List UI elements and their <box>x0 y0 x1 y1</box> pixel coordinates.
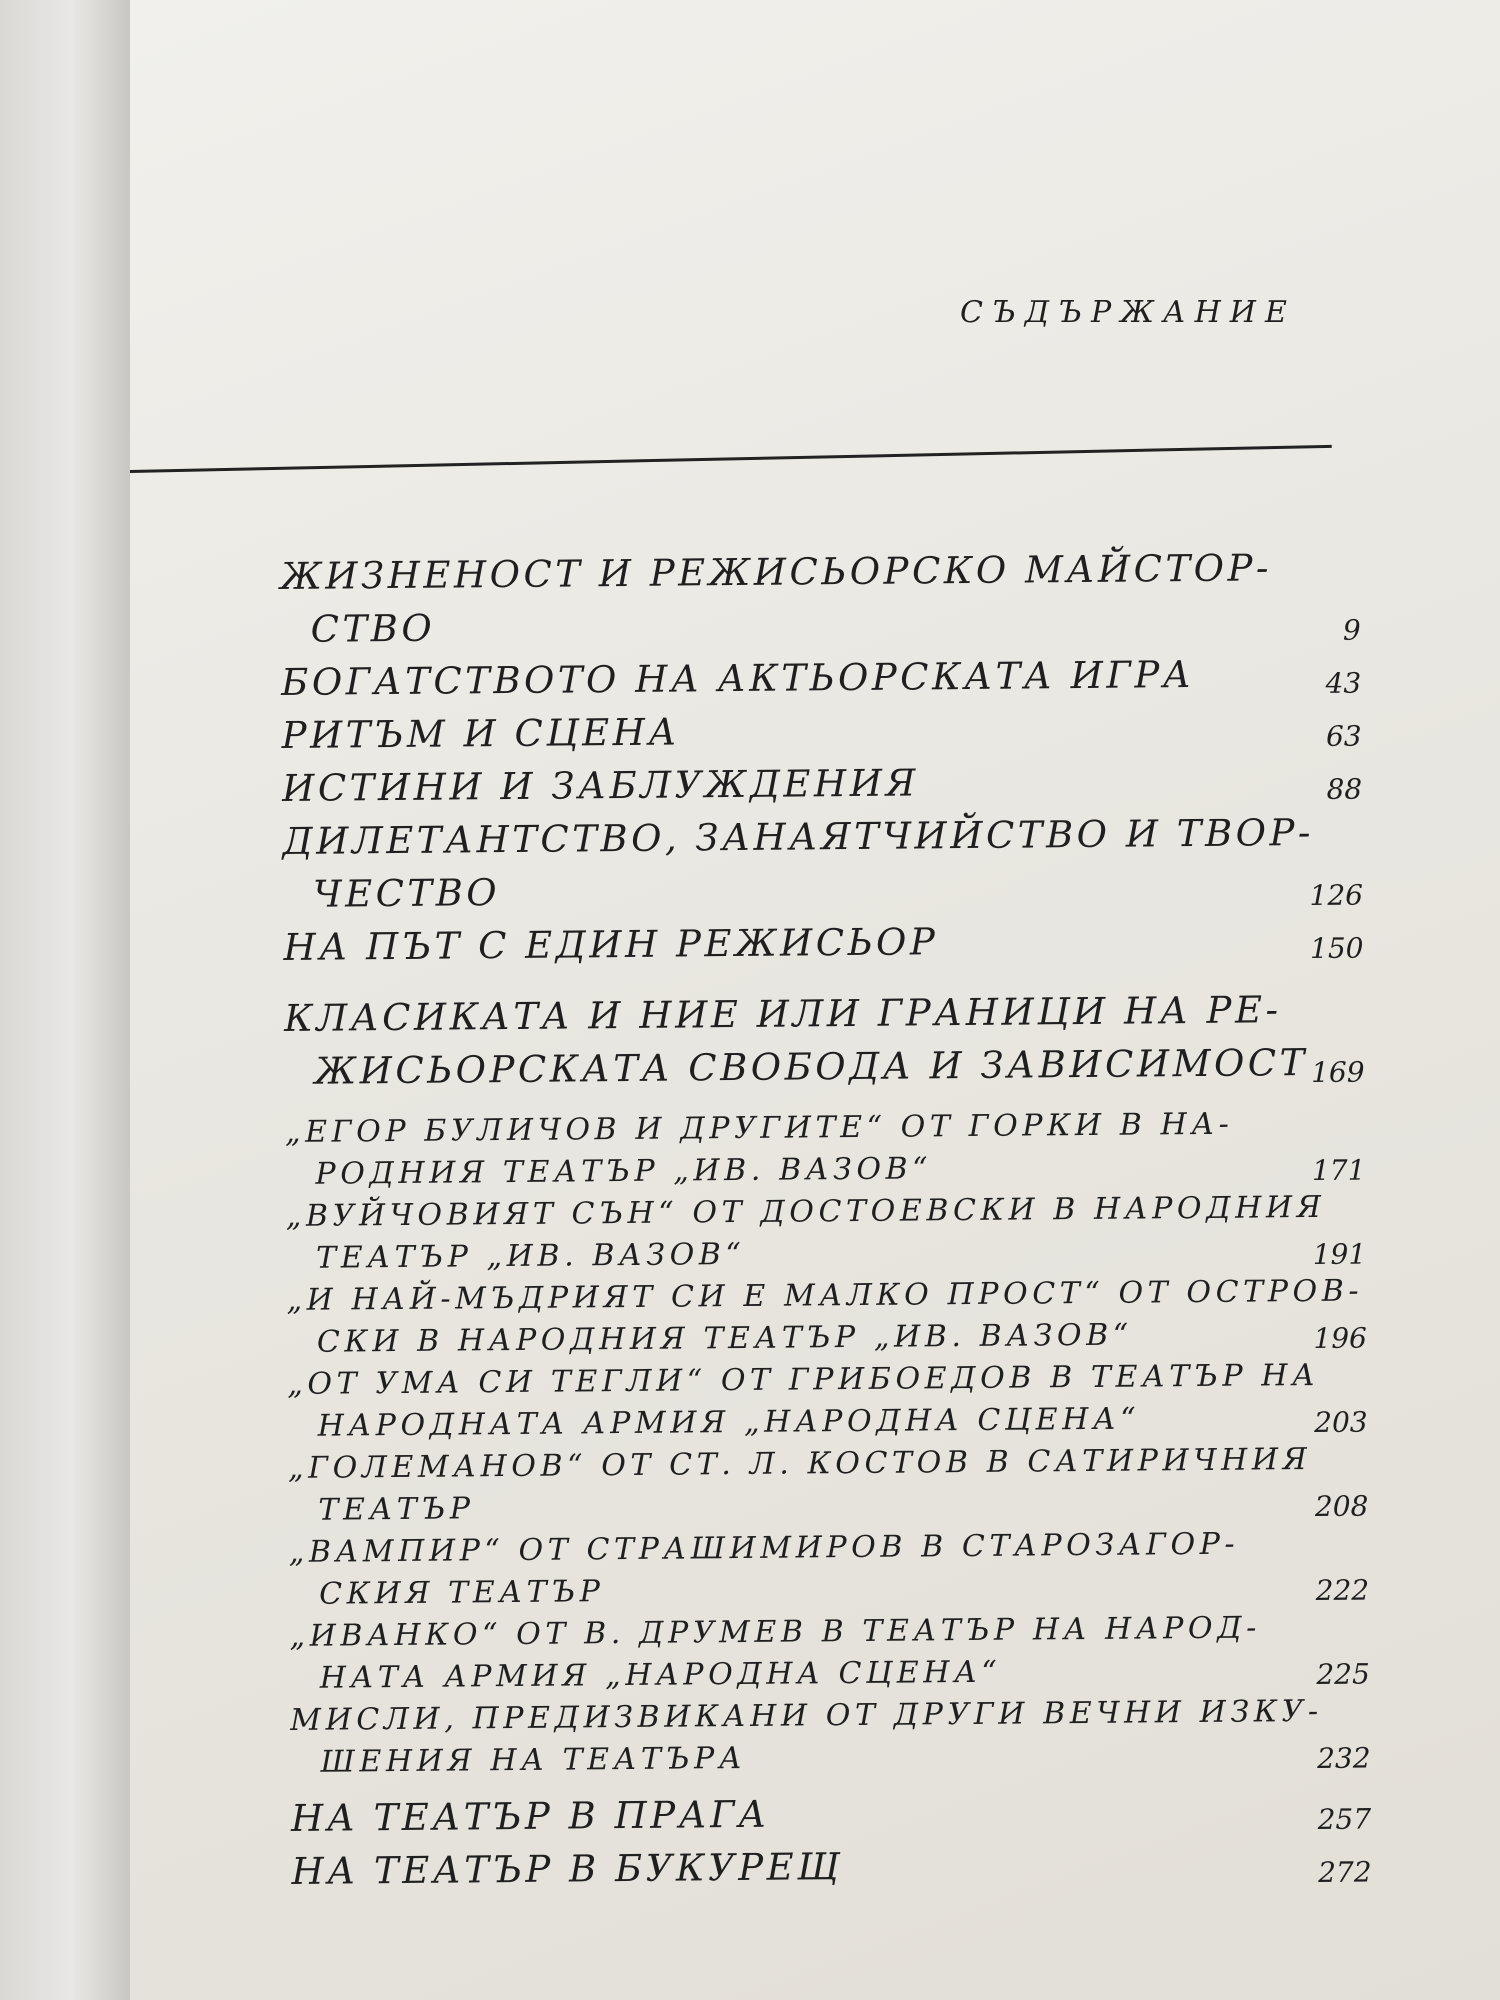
toc-entry <box>291 1783 1371 1845</box>
toc-entry-title: НА ТЕАТЪР В БУКУРЕЩ <box>291 1845 844 1893</box>
toc-subentry <box>290 1691 1371 1784</box>
toc-page-number: 203 <box>1314 1405 1368 1440</box>
toc-page-number: 257 <box>1317 1802 1372 1836</box>
toc-subentry-title: „ВАМПИР“ ОТ СТРАШИМИРОВ В СТАРОЗАГОР- <box>288 1526 1240 1570</box>
toc-subentry <box>289 1607 1370 1700</box>
toc-subentry-title: „ВУЙЧОВИЯТ СЪН“ ОТ ДОСТОЕВСКИ В НАРОДНИЯ <box>285 1189 1326 1234</box>
toc-entry-title-cont: ЖИСЬОРСКАТА СВОБОДА И ЗАВИСИМОСТ <box>314 1041 1309 1093</box>
toc-subentry-title: „ГОЛЕМАНОВ“ ОТ СТ. Л. КОСТОВ В САТИРИЧНИЯ <box>287 1442 1312 1486</box>
toc-entry <box>282 806 1363 921</box>
toc-page-number: 222 <box>1315 1573 1370 1608</box>
toc-page-number: 63 <box>1325 719 1362 753</box>
toc-subentry-title-cont: ШЕНИЯ НА ТЕАТЪРА <box>320 1740 747 1780</box>
toc-page-number: 232 <box>1316 1741 1371 1775</box>
table-of-contents <box>280 541 1372 1898</box>
adjacent-page-edge <box>0 0 130 2000</box>
toc-subentry-title-cont: НАТА АРМИЯ „НАРОДНА СЦЕНА“ <box>319 1654 1002 1696</box>
toc-page-number: 126 <box>1309 878 1364 913</box>
toc-entry-title-cont: СТВО <box>310 606 436 651</box>
toc-subentry <box>285 1103 1366 1196</box>
toc-entry-title: КЛАСИКАТА И НИЕ ИЛИ ГРАНИЦИ НА РЕ- <box>283 988 1282 1040</box>
toc-entry <box>280 541 1361 656</box>
toc-page-number: 208 <box>1314 1489 1369 1524</box>
toc-entry <box>281 700 1361 762</box>
toc-page-number: 9 <box>1342 613 1361 647</box>
toc-page-number: 171 <box>1311 1153 1366 1188</box>
toc-entry <box>281 647 1361 709</box>
toc-page-number: 150 <box>1309 931 1364 966</box>
toc-subentry <box>289 1523 1370 1616</box>
toc-subentry <box>286 1271 1367 1364</box>
toc-subentry-title-cont: ТЕАТЪР <box>318 1491 475 1528</box>
toc-page-number: 169 <box>1311 1055 1365 1090</box>
toc-entry <box>284 983 1365 1098</box>
toc-page-number: 272 <box>1317 1855 1372 1889</box>
toc-subentry-title: „ОТ УМА СИ ТЕГЛИ“ ОТ ГРИБОЕДОВ В ТЕАТЪР НА <box>287 1357 1320 1402</box>
toc-entry-title: РИТЪМ И СЦЕНА <box>281 710 681 757</box>
toc-entry <box>282 753 1362 815</box>
toc-subentry-title: „ЕГОР БУЛИЧОВ И ДРУГИТЕ“ ОТ ГОРКИ В НА- <box>284 1106 1234 1150</box>
toc-entry-title: НА ТЕАТЪР В ПРАГА <box>290 1792 770 1840</box>
toc-entry-title-cont: ЧЕСТВО <box>312 871 501 916</box>
toc-page-number: 43 <box>1325 666 1362 700</box>
toc-entry-title: ИСТИНИ И ЗАБЛУЖДЕНИЯ <box>281 761 920 810</box>
toc-subentry-title-cont: РОДНИЯ ТЕАТЪР „ИВ. ВАЗОВ“ <box>315 1151 933 1192</box>
contents-heading: СЪДЪРЖАНИЕ <box>960 295 1296 330</box>
toc-page-number: 88 <box>1326 772 1363 806</box>
toc-subentry-title: „И НАЙ-МЪДРИЯТ СИ Е МАЛКО ПРОСТ“ ОТ ОСТРОВ- <box>286 1273 1364 1318</box>
toc-subentry <box>288 1439 1369 1532</box>
toc-subentry-title-cont: НАРОДНАТА АРМИЯ „НАРОДНА СЦЕНА“ <box>317 1401 1141 1444</box>
toc-entry-title: НА ПЪТ С ЕДИН РЕЖИСЬОР <box>283 920 939 969</box>
toc-page-number: 225 <box>1316 1657 1370 1691</box>
toc-subentry-title: МИСЛИ, ПРЕДИЗВИКАНИ ОТ ДРУГИ ВЕЧНИ ИЗКУ- <box>290 1693 1323 1738</box>
toc-entry-title: БОГАТСТВОТО НА АКТЬОРСКАТА ИГРА <box>280 653 1195 704</box>
toc-entry-title: ЖИЗНЕНОСТ И РЕЖИСЬОРСКО МАЙСТОР- <box>280 546 1273 598</box>
toc-subentry-title: „ИВАНКО“ ОТ В. ДРУМЕВ В ТЕАТЪР НА НАРОД- <box>289 1610 1262 1654</box>
toc-entry-title: ДИЛЕТАНТСТВО, ЗАНАЯТЧИЙСТВО И ТВОР- <box>282 810 1315 863</box>
toc-page-number: 196 <box>1313 1321 1368 1356</box>
toc-subentry-title-cont: СКИ В НАРОДНИЯ ТЕАТЪР „ИВ. ВАЗОВ“ <box>316 1317 1133 1360</box>
toc-entry <box>291 1836 1371 1898</box>
toc-entry <box>283 912 1363 974</box>
toc-subentry-title-cont: ТЕАТЪР „ИВ. ВАЗОВ“ <box>316 1236 746 1276</box>
toc-subentry <box>287 1355 1368 1448</box>
toc-subentry <box>286 1187 1367 1280</box>
toc-page-number: 191 <box>1312 1237 1367 1272</box>
toc-subentry-title-cont: СКИЯ ТЕАТЪР <box>318 1574 605 1612</box>
